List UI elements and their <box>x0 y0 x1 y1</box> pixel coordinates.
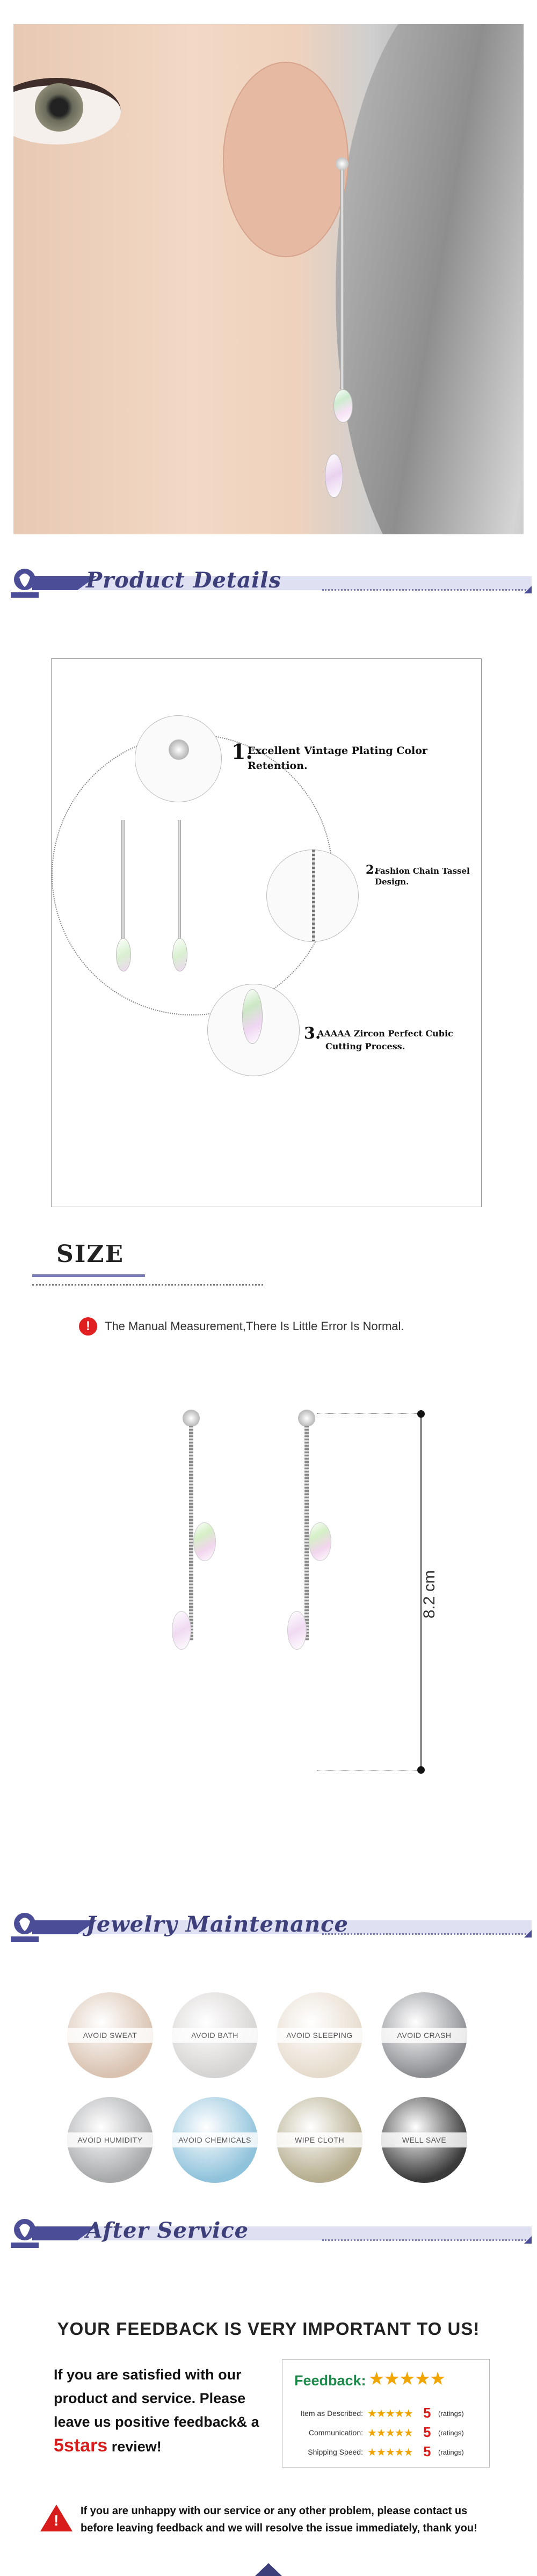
maintenance-label: AVOID CHEMICALS <box>172 2132 258 2147</box>
warning-icon: ! <box>79 1317 97 1336</box>
earring-stick <box>340 164 344 389</box>
service-notice-line-1: If you are unhappy with our service or any other problem, please contact us <box>81 2505 468 2517</box>
feedback-line-1: If you are satisfied with our <box>54 2367 242 2383</box>
service-notice-line-2: before leaving feedback and we will resolve the issue immediately, thank you! <box>81 2522 477 2534</box>
hair-area <box>336 24 524 534</box>
ear-shape <box>223 62 349 257</box>
rating-stars-icon: ★★★★★ <box>367 2447 413 2458</box>
maintenance-item <box>277 1992 362 2078</box>
zoom-crystal <box>242 989 263 1044</box>
size-earring-right-stud <box>298 1410 315 1427</box>
rating-suffix: (ratings) <box>438 2429 464 2437</box>
header-triangle <box>524 1930 532 1938</box>
section-header-after-service <box>0 2211 537 2254</box>
zoom-stud <box>169 739 189 760</box>
maintenance-label: AVOID BATH <box>172 2028 258 2043</box>
detail-earring-left <box>121 820 125 944</box>
size-earring-left-drop <box>172 1611 191 1650</box>
detail-earring-right <box>178 820 181 944</box>
feature-2-number: 2. <box>366 863 378 877</box>
feedback-card-title: Feedback: <box>294 2372 366 2389</box>
maintenance-item <box>172 2097 258 2183</box>
service-notice <box>81 2502 505 2537</box>
size-earring-right-chain <box>304 1426 309 1641</box>
detail-crystal-left <box>116 938 131 971</box>
feedback-line-4 <box>54 2434 268 2458</box>
maintenance-label: AVOID SLEEPING <box>277 2028 362 2043</box>
review-text: review! <box>107 2439 162 2455</box>
earring-stud <box>336 157 349 170</box>
feedback-title: YOUR FEEDBACK IS VERY IMPORTANT TO US! <box>57 2319 480 2339</box>
rating-stars-icon: ★★★★★ <box>367 2427 413 2439</box>
header-dotted-rule <box>322 2239 526 2241</box>
maintenance-label: AVOID SWEAT <box>67 2028 153 2043</box>
section-header-product-details <box>0 561 537 604</box>
rating-score: 5 <box>423 2405 431 2421</box>
feature-3-text-a: AAAAA Zircon Perfect Cubic <box>317 1028 453 1039</box>
zoom-chain <box>312 850 315 941</box>
size-underline <box>32 1274 145 1277</box>
maintenance-label: AVOID CRASH <box>381 2028 467 2043</box>
five-stars-text: 5stars <box>54 2435 108 2456</box>
feature-1-text-b: Retention. <box>248 760 308 772</box>
header-dotted-rule <box>322 1933 526 1935</box>
brand-logo-icon <box>8 565 42 600</box>
iris-shape <box>35 83 83 132</box>
rating-suffix: (ratings) <box>438 2448 464 2456</box>
feedback-request <box>54 2363 268 2458</box>
section-title: Jewelry Maintenance <box>86 1912 349 1937</box>
brand-logo-icon <box>8 1910 42 1944</box>
size-earring-left-crystal <box>193 1522 216 1561</box>
earring-crystal-2 <box>325 454 343 498</box>
size-earring-right-drop <box>287 1611 307 1650</box>
alert-triangle-icon: ! <box>40 2505 72 2531</box>
maintenance-item <box>172 1992 258 2078</box>
earring-crystal-1 <box>333 389 353 423</box>
rating-suffix: (ratings) <box>438 2410 464 2418</box>
brand-logo-icon <box>8 2216 42 2250</box>
measurement-label: 8.2 cm <box>420 1570 438 1619</box>
measure-dot-top <box>417 1410 425 1418</box>
product-details-panel <box>51 658 482 1207</box>
feedback-rating-card <box>282 2359 490 2468</box>
measure-top-guide <box>317 1413 419 1414</box>
rating-label: Item as Described: <box>300 2409 363 2418</box>
header-dotted-rule <box>322 589 526 591</box>
size-dotted-rule <box>32 1284 263 1286</box>
section-title: After Service <box>86 2218 249 2243</box>
feedback-line-2: product and service. Please <box>54 2390 246 2406</box>
header-triangle <box>524 586 532 593</box>
measurement-warning: The Manual Measurement,There Is Little Error Is Normal. <box>105 1319 404 1333</box>
rating-stars-icon: ★★★★★ <box>367 2408 413 2420</box>
bottom-triangle <box>255 2563 282 2576</box>
feature-3-text-b: Cutting Process. <box>325 1041 405 1051</box>
feature-2-text-b: Design. <box>375 877 409 887</box>
maintenance-item <box>277 2097 362 2183</box>
maintenance-label: WELL SAVE <box>381 2132 467 2147</box>
feature-2-text-a: Fashion Chain Tassel <box>375 866 470 876</box>
hero-model-photo <box>13 24 524 534</box>
size-earring-left-chain <box>189 1426 193 1641</box>
size-earring-left-stud <box>183 1410 200 1427</box>
rating-score: 5 <box>423 2443 431 2459</box>
feature-1-number: 1. <box>231 739 253 764</box>
size-earring-right-crystal <box>309 1522 331 1561</box>
maintenance-item <box>67 1992 153 2078</box>
maintenance-label: AVOID HUMIDITY <box>67 2132 153 2147</box>
feature-3-number: 3. <box>304 1024 321 1043</box>
rating-score: 5 <box>423 2424 431 2440</box>
header-triangle <box>524 2236 532 2244</box>
detail-crystal-right <box>172 938 187 971</box>
measure-dot-bottom <box>417 1766 425 1774</box>
section-title: Product Details <box>86 568 282 593</box>
maintenance-item <box>67 2097 153 2183</box>
rating-label: Shipping Speed: <box>308 2448 363 2456</box>
section-header-maintenance <box>0 1905 537 1948</box>
rating-label: Communication: <box>308 2428 363 2437</box>
maintenance-item <box>381 1992 467 2078</box>
size-title: SIZE <box>56 1240 125 1268</box>
title-stars: ★★★★★ <box>368 2369 445 2389</box>
maintenance-item <box>381 2097 467 2183</box>
maintenance-label: WIPE CLOTH <box>277 2132 362 2147</box>
feature-1-text-a: Excellent Vintage Plating Color <box>248 745 427 757</box>
feedback-line-3: leave us positive feedback& a <box>54 2414 259 2430</box>
